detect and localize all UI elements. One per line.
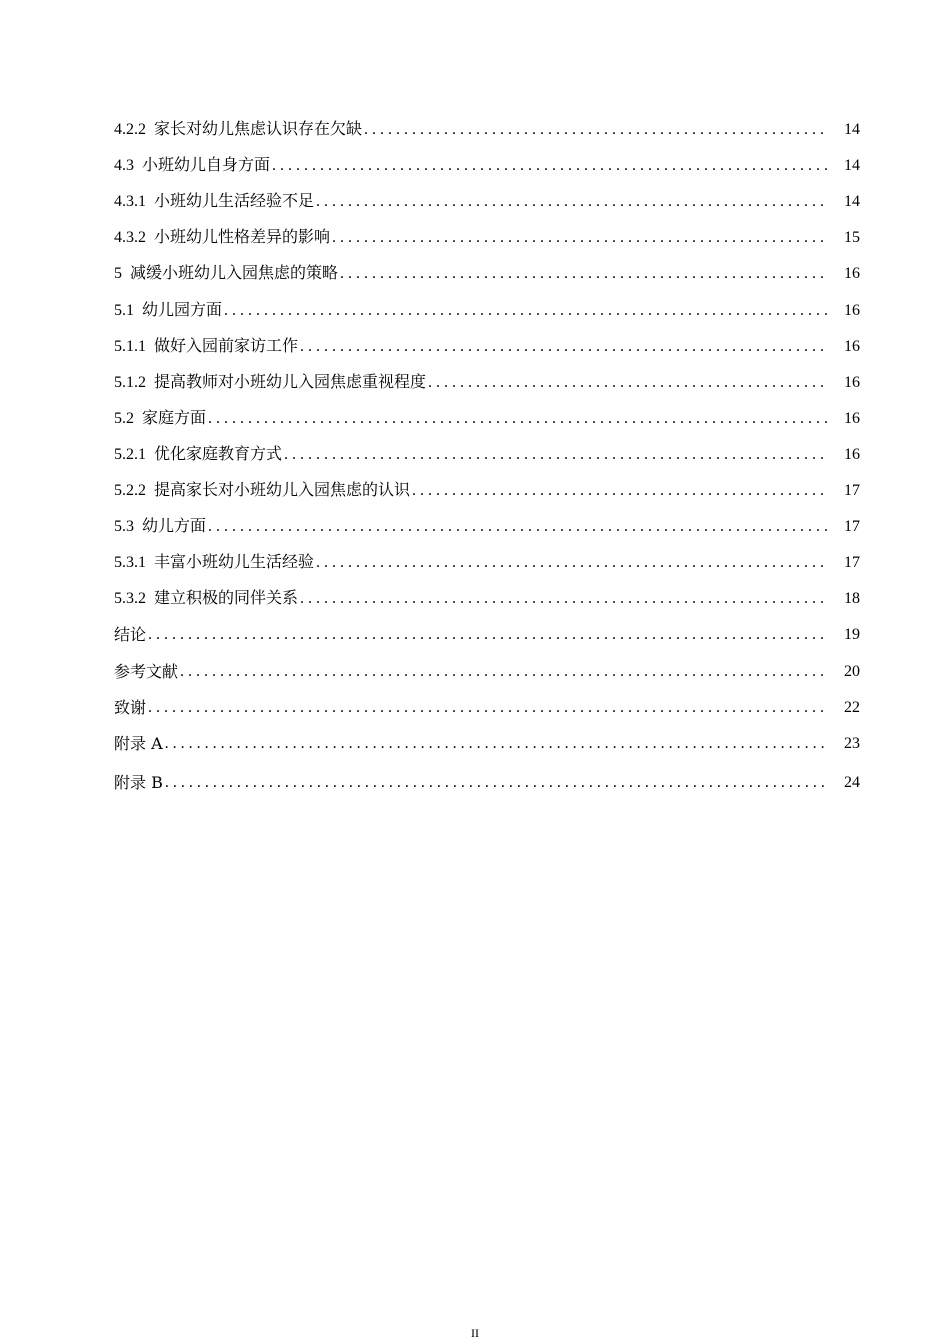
toc-page-number: 17	[844, 482, 860, 500]
table-of-contents	[114, 112, 860, 801]
toc-entry-number: 5.2.2	[114, 482, 146, 500]
toc-entry[interactable]	[114, 148, 860, 184]
toc-entry-label	[114, 580, 298, 617]
toc-entry[interactable]	[114, 726, 860, 762]
toc-dot-leader	[332, 220, 828, 256]
toc-dot-leader	[165, 765, 828, 801]
toc-entry-title: 家长对幼儿焦虑认识存在欠缺	[154, 119, 363, 139]
toc-entry-label	[114, 147, 270, 184]
toc-entry[interactable]	[114, 653, 860, 689]
toc-dot-leader	[412, 473, 828, 509]
toc-entry-label	[114, 400, 206, 437]
toc-page-number: 15	[844, 229, 860, 247]
toc-entry-title: 小班幼儿生活经验不足	[154, 191, 315, 211]
toc-entry[interactable]	[114, 437, 860, 473]
toc-page-number: 20	[844, 662, 860, 680]
toc-entry[interactable]	[114, 292, 860, 328]
toc-entry-label	[114, 364, 426, 401]
toc-entry-number: 5.1.2	[114, 373, 146, 391]
toc-dot-leader	[284, 437, 828, 473]
toc-entry-title: 减缓小班幼儿入园焦虑的策略	[130, 263, 339, 283]
toc-entry-label	[114, 183, 314, 220]
toc-entry-title: 丰富小班幼儿生活经验	[154, 552, 315, 572]
toc-page-number: 16	[844, 409, 860, 427]
toc-page-number: 22	[844, 698, 860, 716]
toc-entry-title: 附录 B	[114, 772, 163, 792]
toc-entry-title: 提高教师对小班幼儿入园焦虑重视程度	[154, 371, 427, 391]
toc-entry-title: 结论	[114, 625, 147, 645]
toc-entry-label	[114, 255, 338, 292]
toc-page-number: 16	[844, 445, 860, 463]
toc-dot-leader	[428, 365, 828, 401]
toc-entry[interactable]	[114, 473, 860, 509]
toc-entry-label	[114, 508, 206, 545]
toc-entry-number: 5.3.1	[114, 554, 146, 572]
toc-page-number: 14	[844, 157, 860, 175]
toc-entry-number: 5.1.1	[114, 337, 146, 355]
toc-dot-leader	[148, 617, 828, 653]
toc-dot-leader	[300, 581, 828, 617]
toc-entry-number: 5	[114, 265, 122, 283]
toc-entry-number: 4.3	[114, 157, 134, 175]
toc-page-number: 16	[844, 265, 860, 283]
toc-entry-title: 建立积极的同伴关系	[154, 588, 299, 608]
toc-entry-label	[114, 765, 163, 801]
toc-entry[interactable]	[114, 365, 860, 401]
toc-page-number: 18	[844, 590, 860, 608]
toc-entry-label	[114, 617, 146, 653]
toc-page-number: 14	[844, 193, 860, 211]
toc-entry-title: 优化家庭教育方式	[154, 443, 283, 463]
toc-entry-label	[114, 472, 410, 509]
toc-entry[interactable]	[114, 509, 860, 545]
toc-entry-number: 4.2.2	[114, 121, 146, 139]
toc-page-number: 16	[844, 373, 860, 391]
toc-entry-number: 5.3.2	[114, 590, 146, 608]
toc-page-number: 19	[844, 626, 860, 644]
toc-dot-leader	[364, 112, 828, 148]
toc-entry-label	[114, 544, 314, 581]
toc-entry-label	[114, 219, 330, 256]
toc-dot-leader	[316, 184, 828, 220]
toc-entry-title: 幼儿园方面	[142, 299, 223, 319]
toc-entry-title: 小班幼儿性格差异的影响	[154, 227, 331, 247]
toc-entry-number: 4.3.1	[114, 193, 146, 211]
toc-entry-number: 4.3.2	[114, 229, 146, 247]
toc-entry-title: 幼儿方面	[142, 516, 207, 536]
toc-entry-title: 致谢	[114, 697, 147, 717]
toc-entry-number: 5.2	[114, 409, 134, 427]
toc-dot-leader	[148, 690, 828, 726]
toc-entry-label	[114, 726, 163, 762]
toc-entry-title: 家庭方面	[142, 407, 207, 427]
toc-dot-leader	[272, 148, 828, 184]
toc-entry[interactable]	[114, 329, 860, 365]
toc-entry-label	[114, 328, 298, 365]
toc-entry-title: 做好入园前家访工作	[154, 335, 299, 355]
toc-dot-leader	[165, 726, 828, 762]
toc-page-number: 16	[844, 301, 860, 319]
toc-entry[interactable]	[114, 184, 860, 220]
toc-entry-title: 小班幼儿自身方面	[142, 155, 271, 175]
toc-page-number: 16	[844, 337, 860, 355]
toc-entry[interactable]	[114, 762, 860, 801]
toc-dot-leader	[208, 509, 828, 545]
toc-entry[interactable]	[114, 112, 860, 148]
toc-entry[interactable]	[114, 220, 860, 256]
toc-dot-leader	[224, 293, 828, 329]
toc-dot-leader	[300, 329, 828, 365]
toc-entry-number: 5.1	[114, 301, 134, 319]
toc-entry[interactable]	[114, 690, 860, 726]
toc-dot-leader	[180, 654, 828, 690]
toc-page-number: 17	[844, 518, 860, 536]
toc-dot-leader	[340, 256, 828, 292]
toc-dot-leader	[316, 545, 828, 581]
toc-entry-label	[114, 436, 282, 473]
toc-entry[interactable]	[114, 256, 860, 292]
toc-dot-leader	[208, 401, 828, 437]
toc-entry-number: 5.2.1	[114, 445, 146, 463]
toc-entry[interactable]	[114, 545, 860, 581]
toc-entry-label	[114, 654, 178, 690]
toc-entry-number: 5.3	[114, 518, 134, 536]
toc-entry[interactable]	[114, 581, 860, 617]
toc-page-number: 23	[844, 734, 860, 752]
toc-entry[interactable]	[114, 401, 860, 437]
toc-entry-label	[114, 292, 222, 329]
toc-entry-title: 提高家长对小班幼儿入园焦虑的认识	[154, 480, 411, 500]
toc-entry-title: 参考文献	[114, 661, 179, 681]
toc-page-number: 24	[844, 773, 860, 791]
toc-page-number: 14	[844, 121, 860, 139]
toc-entry-title: 附录 A	[114, 733, 163, 753]
page-number-footer: II	[471, 1326, 479, 1340]
toc-entry-label	[114, 111, 362, 148]
toc-page-number: 17	[844, 554, 860, 572]
toc-entry-label	[114, 690, 146, 726]
toc-entry[interactable]	[114, 617, 860, 653]
